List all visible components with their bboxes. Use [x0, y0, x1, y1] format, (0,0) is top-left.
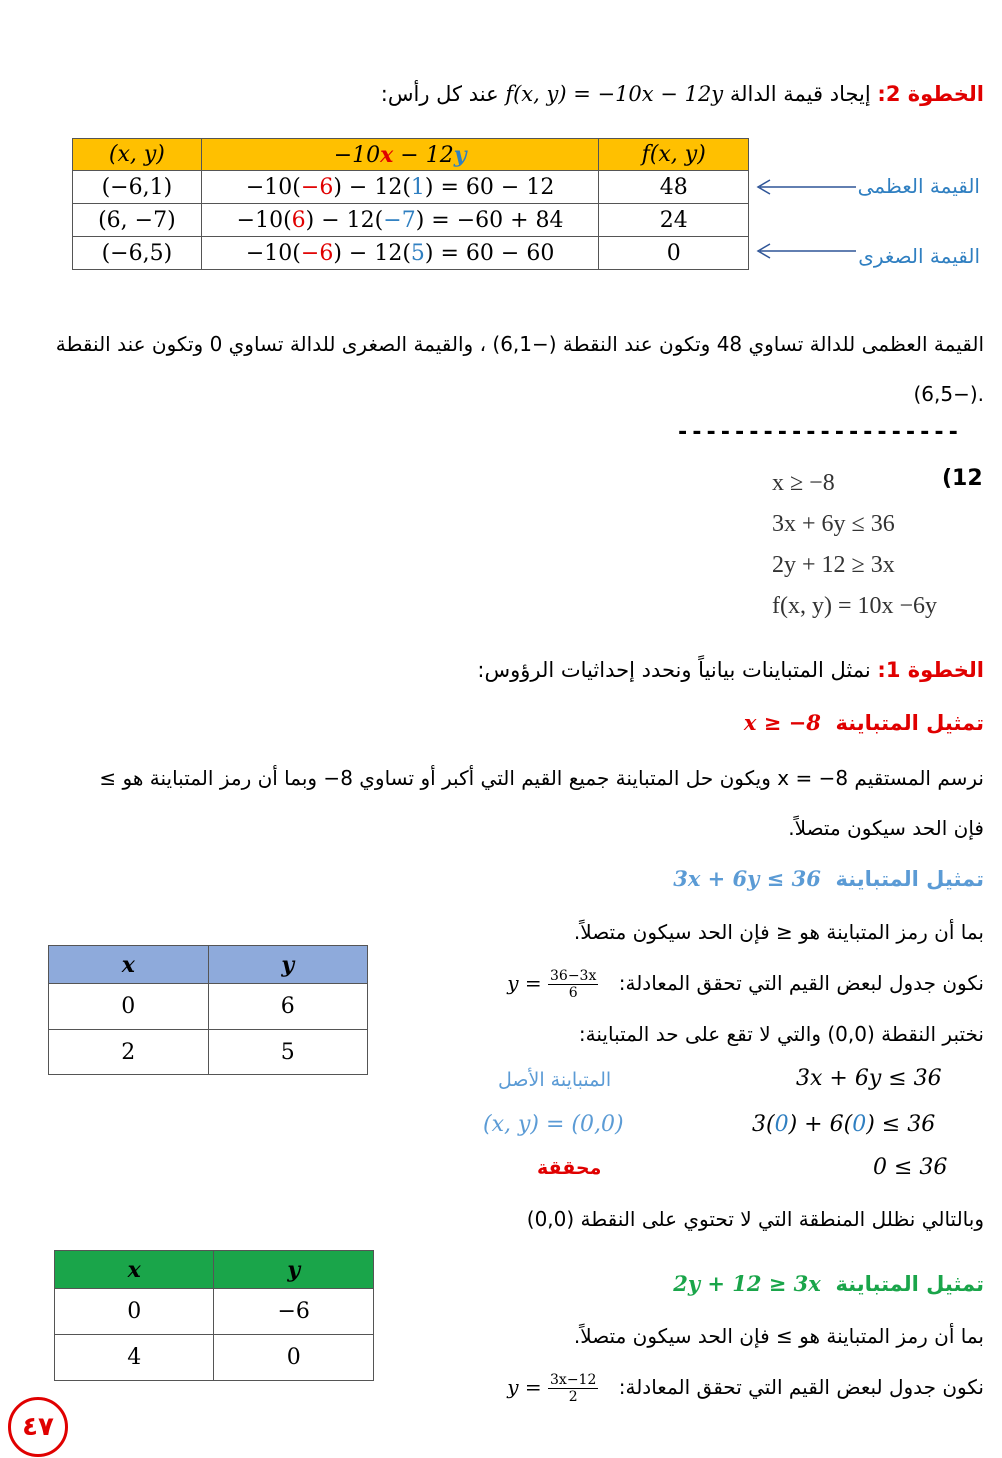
- header-expr: −10x − 12y: [201, 139, 599, 171]
- ineq3-title: تمثيل المتباينة 2y + 12 ≥ 3x: [673, 1271, 984, 1296]
- step2-label: الخطوة 2:: [877, 82, 984, 106]
- constraint-2: 3x + 6y ≤ 36: [772, 511, 895, 537]
- ineq1-para2: فإن الحد سيكون متصلاً.: [788, 816, 984, 840]
- ineq2-para4: وبالتالي نظلل المنطقة التي لا تحتوي على النقطة (0,0): [526, 1207, 984, 1231]
- ineq3-cell: 0: [55, 1289, 214, 1335]
- problem-system: [772, 463, 937, 627]
- row3-value: 0: [599, 237, 749, 270]
- max-label: القيمة العظمى: [857, 174, 980, 198]
- ineq2-para1: بما أن رمز المتباينة هو ≤ فإن الحد سيكون متصلاً.: [573, 920, 984, 944]
- ineq3-para2: نكون جدول لبعض القيم التي تحقق المعادلة: y = $\frac{3x-12}{2}$: [507, 1372, 984, 1405]
- row1-value: 48: [599, 171, 749, 204]
- row3-point: (−6,5): [73, 237, 202, 270]
- ineq2-para3: نختبر النقطة (0,0) والتي لا تقع على حد المتباينة:: [578, 1022, 984, 1046]
- ineq2-cell: 2: [49, 1030, 209, 1075]
- ineq3-cell: −6: [214, 1289, 374, 1335]
- ineq3-header-y: y: [214, 1251, 374, 1289]
- constraint-1: x ≥ −8: [772, 470, 835, 496]
- header-fxy: f(x, y): [599, 139, 749, 171]
- test-note-point: (x, y) = (0,0): [483, 1112, 624, 1137]
- ineq3-para1: بما أن رمز المتباينة هو ≥ فإن الحد سيكون متصلاً.: [573, 1324, 984, 1348]
- ineq2-header-x: x: [49, 946, 209, 984]
- test-note-satisfied: محققة: [537, 1157, 602, 1179]
- conclusion-line2: .(−6,5): [913, 382, 984, 406]
- ineq3-header-x: x: [55, 1251, 214, 1289]
- objective-function: f(x, y) = 10x −6y: [772, 593, 938, 619]
- row1-expr: −10(−6) − 12(1) = 60 − 12: [201, 171, 599, 204]
- row3-expr: −10(−6) − 12(5) = 60 − 60: [201, 237, 599, 270]
- row2-expr: −10(6) − 12(−7) = −60 + 84: [201, 204, 599, 237]
- row2-point: (6, −7): [73, 204, 202, 237]
- page-number: ٤٧: [8, 1397, 68, 1457]
- arrow-icon: [752, 170, 862, 266]
- ineq2-cell: 0: [49, 984, 209, 1030]
- conclusion-line1: القيمة العظمى للدالة تساوي 48 وتكون عند النقطة (−6,1) ، والقيمة الصغرى للدالة تساوي 0 وتكون عند النقطة: [55, 332, 984, 356]
- ineq3-values-table: [54, 1250, 374, 1381]
- vertex-value-table: [72, 138, 749, 270]
- test-math-substituted: 3(0) + 6(0) ≤ 36: [752, 1112, 936, 1137]
- ineq2-title: تمثيل المتباينة 3x + 6y ≤ 36: [673, 866, 984, 891]
- test-math-result: 0 ≤ 36: [873, 1155, 948, 1180]
- section-divider: --------------------: [676, 420, 961, 445]
- min-label: القيمة الصغرى: [858, 244, 980, 268]
- row1-point: (−6,1): [73, 171, 202, 204]
- step1-text: نمثل المتباينات بيانياً ونحدد إحداثيات الرؤوس:: [477, 658, 871, 682]
- step2-formula: f(x, y) = −10x − 12y: [505, 82, 724, 106]
- ineq3-cell: 4: [55, 1335, 214, 1381]
- step2-heading: [381, 82, 984, 106]
- ineq2-cell: 6: [208, 984, 368, 1030]
- ineq2-para2: نكون جدول لبعض القيم التي تحقق المعادلة: y = $\frac{36-3x}{6}$: [507, 968, 984, 1001]
- test-note-original: المتباينة الأصل: [498, 1069, 612, 1091]
- constraint-3: 2y + 12 ≥ 3x: [772, 552, 895, 578]
- problem-number: (12: [942, 466, 983, 491]
- step2-text: إيجاد قيمة الدالة: [729, 82, 871, 106]
- ineq3-cell: 0: [214, 1335, 374, 1381]
- ineq2-cell: 5: [208, 1030, 368, 1075]
- ineq1-title: تمثيل المتباينة x ≥ −8: [743, 710, 984, 735]
- ineq1-para1: نرسم المستقيم 8− = x ويكون حل المتباينة جميع القيم التي أكبر أو تساوي 8− وبما أن رمز المتباينة هو ≥: [99, 766, 984, 790]
- header-point: (x, y): [73, 139, 202, 171]
- step1-label: الخطوة 1:: [877, 658, 984, 682]
- step1-heading: [477, 658, 984, 682]
- row2-value: 24: [599, 204, 749, 237]
- test-math-original: 3x + 6y ≤ 36: [796, 1066, 942, 1091]
- step2-suffix: عند كل رأس:: [380, 82, 499, 106]
- ineq2-header-y: y: [208, 946, 368, 984]
- ineq2-values-table: [48, 945, 368, 1075]
